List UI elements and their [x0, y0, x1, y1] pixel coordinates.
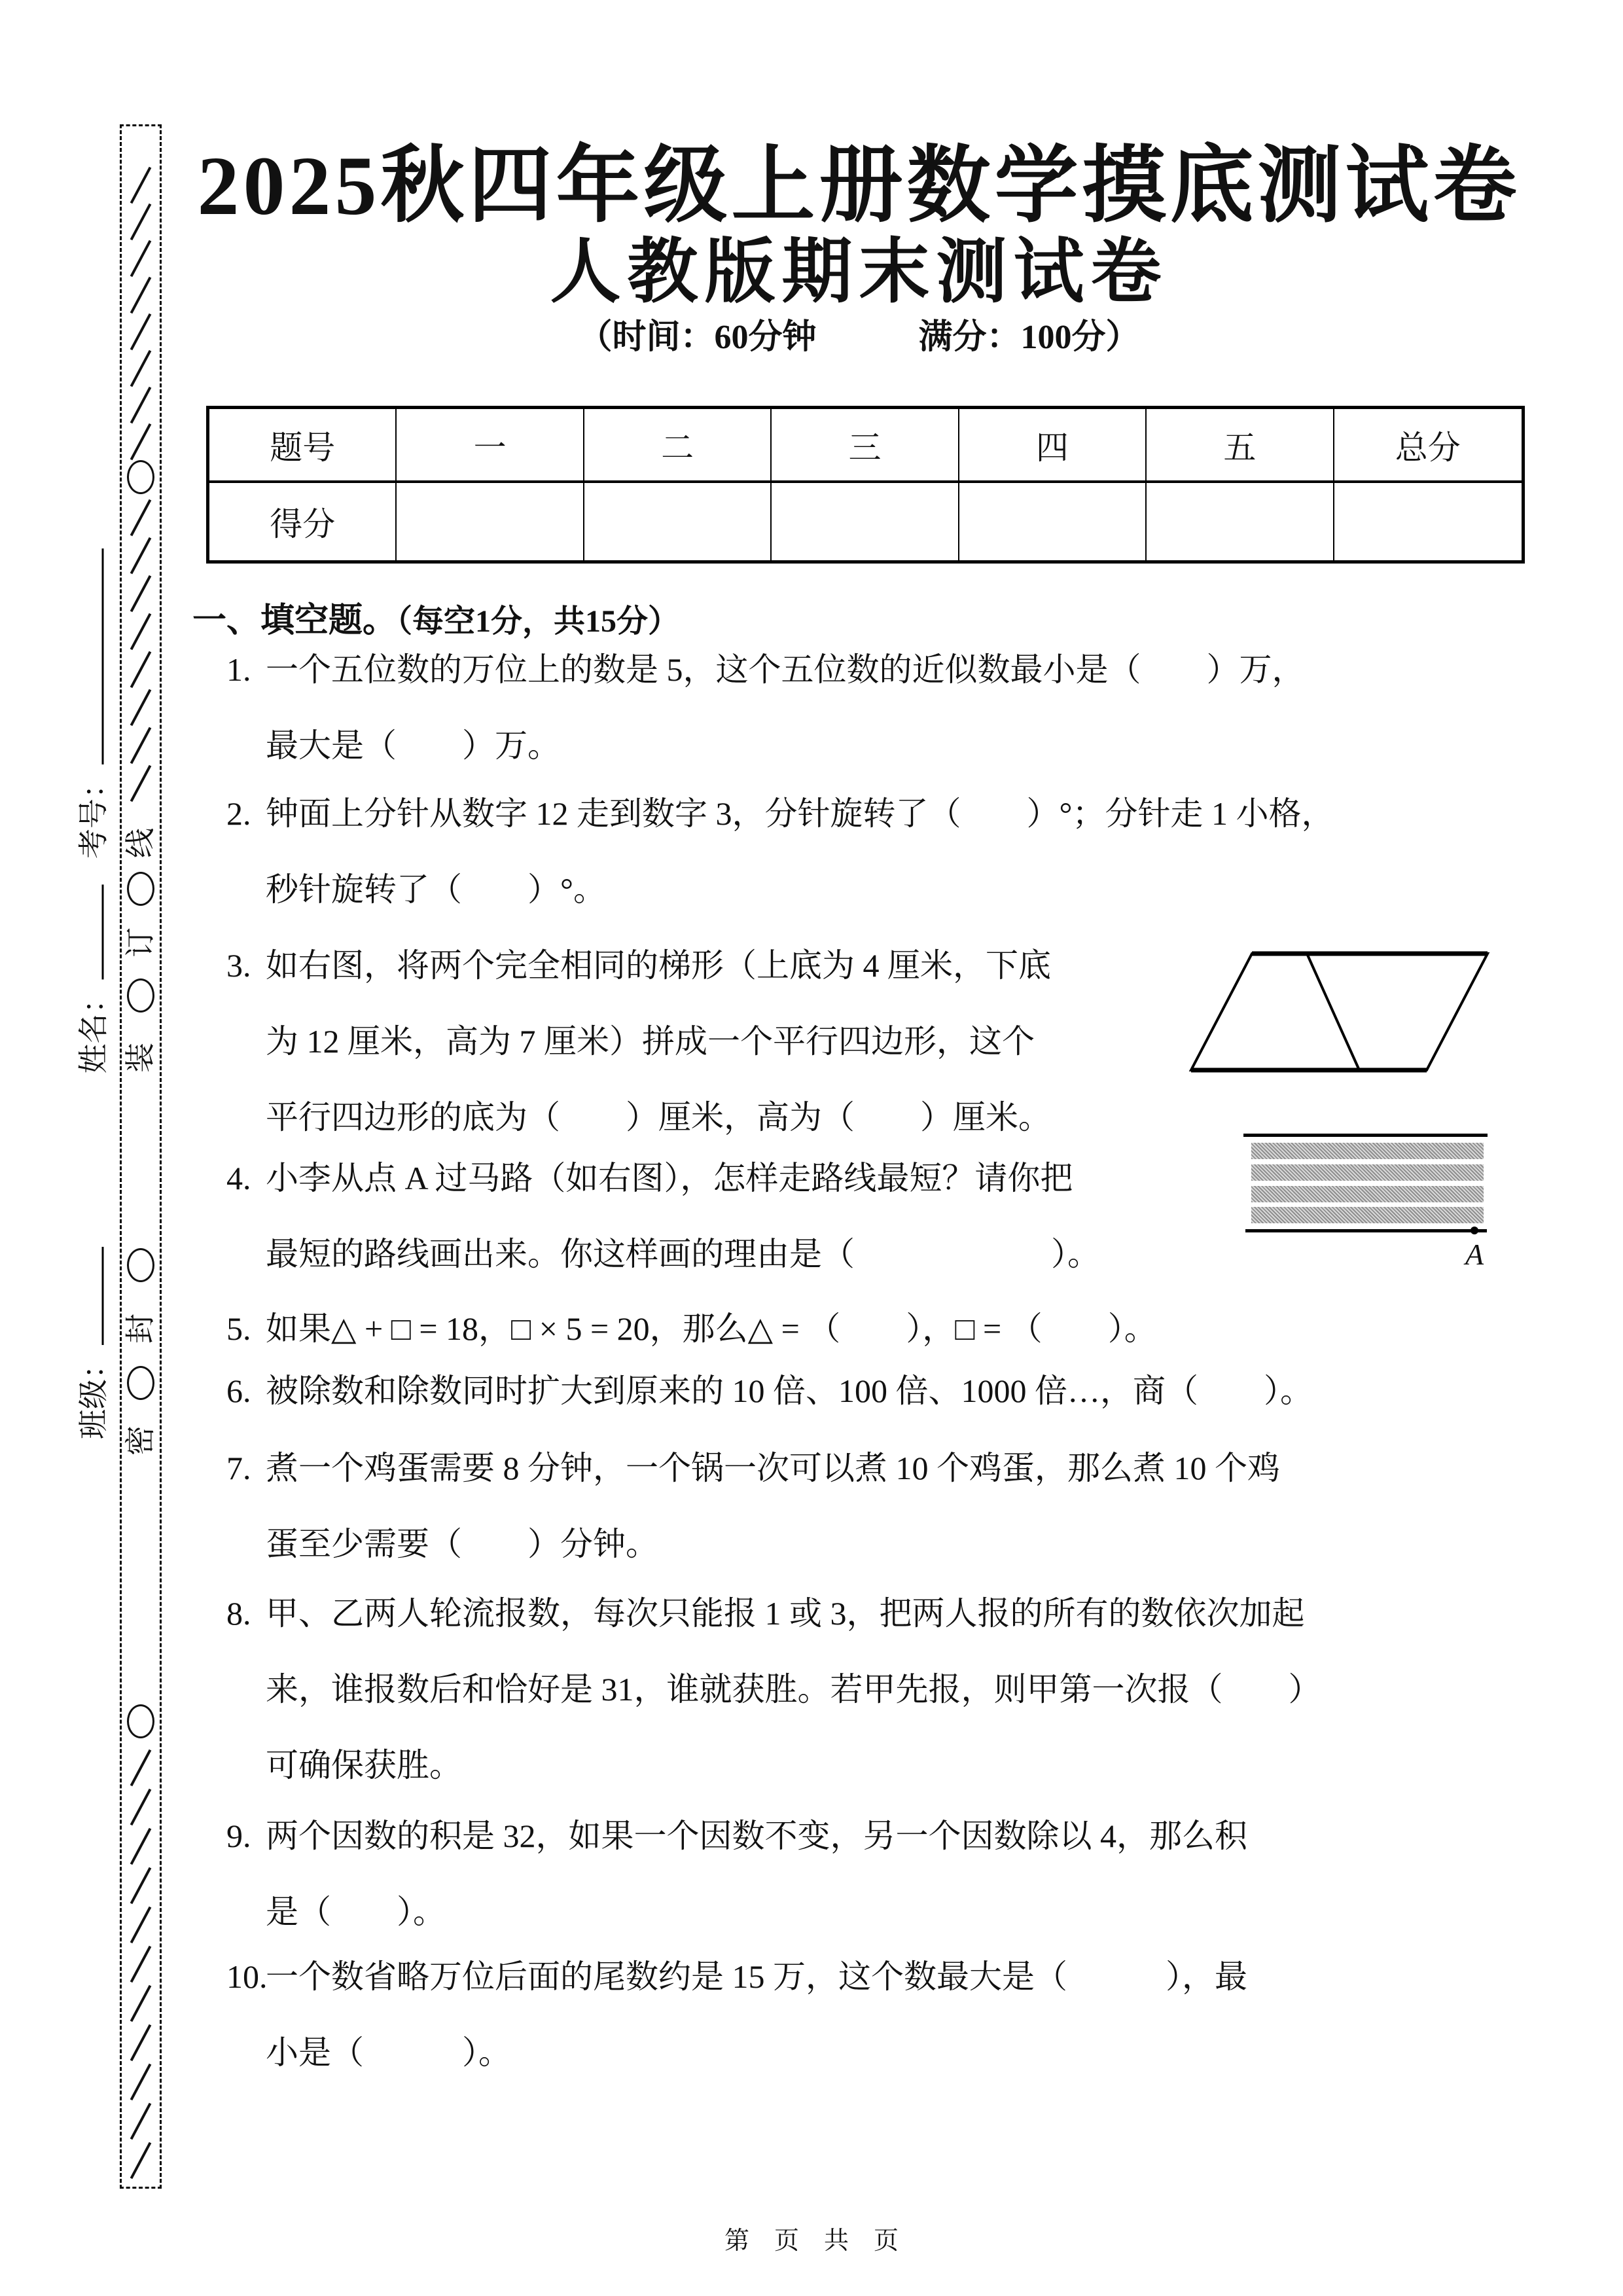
page-subtitle: 人教版期末测试卷 [550, 234, 1168, 312]
question-text: 可确保获胜。 [266, 1747, 462, 1784]
question-number: 3. [226, 947, 251, 984]
seal-label [79, 1247, 109, 1439]
strip-seal-char: 线 [124, 828, 157, 858]
question-line [226, 1798, 1535, 1874]
question-line [226, 2015, 1535, 2090]
question-number: 8. [226, 1595, 251, 1632]
strip-slash-mark [130, 277, 152, 314]
score-table [206, 406, 1525, 564]
strip-seal-char: 密 [124, 1426, 157, 1456]
question-line [226, 1506, 1535, 1582]
question-line [226, 1651, 1535, 1727]
page-title: 2025秋四年级上册数学摸底测试卷 [197, 139, 1521, 232]
question-number: 2. [226, 795, 251, 832]
seal-label [79, 548, 109, 859]
strip-slash-mark [130, 689, 152, 726]
question-text: 小李从点 A 过马路（如右图），怎样走路线最短？请你把 [266, 1160, 1073, 1196]
question-line [226, 1939, 1535, 2015]
strip-slash-mark [130, 1867, 152, 1905]
question-line [226, 776, 1535, 852]
question-text: 蛋至少需要（ ）分钟。 [266, 1526, 658, 1562]
strip-circle-mark [127, 1366, 154, 1400]
strip-circle-mark [127, 978, 154, 1013]
strip-circle-mark [127, 460, 154, 494]
question-text: 两个因数的积是 32，如果一个因数不变，另一个因数除以 4，那么积 [266, 1818, 1247, 1854]
question-text: 钟面上分针从数字 12 走到数字 3，分针旋转了（ ）°；分针走 1 小格， [266, 795, 1334, 832]
strip-slash-mark [130, 537, 152, 575]
strip-slash-mark [130, 499, 152, 537]
seal-label-text: 考号： [77, 768, 111, 859]
strip-slash-mark [130, 1828, 152, 1865]
question-text: 为 12 厘米，高为 7 厘米）拼成一个平行四边形，这个 [266, 1023, 1035, 1060]
question-line [226, 1353, 1535, 1429]
question-number: 7. [226, 1450, 251, 1486]
score-row-label: 得分 [209, 483, 397, 560]
fill-in-line [79, 1247, 104, 1345]
question-line [226, 708, 1535, 783]
strip-seal-char: 封 [124, 1314, 157, 1344]
strip-slash-mark [130, 240, 152, 278]
question-9 [226, 1798, 1535, 1950]
question-line [226, 1575, 1535, 1651]
score-table-header-cell: 题号 [209, 409, 397, 483]
question-text: 最短的路线画出来。你这样画的理由是（ ）。 [266, 1236, 1100, 1272]
strip-slash-mark [130, 204, 152, 241]
strip-slash-mark [130, 575, 152, 613]
road-edge-bottom [1245, 1229, 1487, 1232]
question-line [226, 1291, 1535, 1367]
score-table-header-cell: 总分 [1334, 409, 1522, 483]
score-table-header-cell: 五 [1147, 409, 1334, 483]
seal-line-strip [120, 124, 162, 2189]
strip-slash-mark [130, 1749, 152, 1787]
road-edge-top [1243, 1134, 1488, 1137]
crosswalk-stripe [1251, 1143, 1484, 1159]
trapezoid-parallelogram-figure [1185, 942, 1512, 1083]
score-empty-cell [959, 483, 1147, 560]
question-line [226, 1727, 1535, 1803]
seal-label [79, 885, 109, 1074]
score-table-header-cell: 二 [584, 409, 772, 483]
question-text: 一个五位数的万位上的数是 5，这个五位数的近似数最小是（ ）万， [266, 651, 1305, 688]
strip-slash-mark [130, 1789, 152, 1826]
question-text: 最大是（ ）万。 [266, 727, 560, 764]
strip-seal-char: 装 [124, 1043, 157, 1073]
score-empty-cell [397, 483, 584, 560]
score-empty-cell [1334, 483, 1522, 560]
crosswalk-stripe [1251, 1164, 1484, 1181]
question-text: 甲、乙两人轮流报数，每次只能报 1 或 3，把两人报的所有的数依次加起 [266, 1595, 1305, 1632]
time-score-info: （时间：60分钟 满分：100分） [578, 319, 1140, 356]
question-6 [226, 1353, 1535, 1429]
strip-seal-char: 订 [124, 927, 157, 958]
question-2 [226, 776, 1535, 927]
score-empty-cell [584, 483, 772, 560]
strip-slash-mark [130, 1907, 152, 1944]
question-number: 9. [226, 1818, 251, 1854]
strip-circle-mark [127, 1704, 154, 1738]
strip-slash-mark [130, 350, 152, 387]
question-7 [226, 1430, 1535, 1582]
question-line [226, 852, 1535, 927]
question-text: 一个数省略万位后面的尾数约是 15 万，这个数最大是（ ），最 [266, 1958, 1247, 1995]
seal-label-text: 班级： [77, 1349, 111, 1439]
crosswalk-stripe [1251, 1186, 1484, 1202]
section-heading [192, 592, 679, 641]
question-number: 6. [226, 1372, 251, 1409]
question-text: 来，谁报数后和恰好是 31，谁就获胜。若甲先报，则甲第一次报（ ） [266, 1671, 1321, 1708]
question-text: 平行四边形的底为（ ）厘米，高为（ ）厘米。 [266, 1099, 1051, 1136]
score-empty-cell [1147, 483, 1334, 560]
strip-slash-mark [130, 613, 152, 651]
point-a-marker [1471, 1227, 1478, 1234]
crosswalk-stripe [1251, 1207, 1484, 1223]
question-number: 10. [226, 1958, 268, 1995]
section-heading-title: 一、填空题。 [192, 602, 397, 639]
strip-slash-mark [130, 423, 152, 461]
fill-in-line [79, 885, 104, 980]
question-10 [226, 1939, 1535, 2090]
strip-slash-mark [130, 651, 152, 689]
question-text: 小是（ ）。 [266, 2034, 511, 2071]
strip-slash-mark [130, 1985, 152, 2022]
score-table-header-cell: 三 [772, 409, 959, 483]
question-line [226, 632, 1535, 708]
question-line [226, 1874, 1535, 1950]
score-table-header-cell: 四 [959, 409, 1147, 483]
fill-in-line [79, 548, 104, 764]
strip-slash-mark [130, 2064, 152, 2101]
question-line [226, 1430, 1535, 1506]
strip-slash-mark [130, 2103, 152, 2140]
strip-slash-mark [130, 765, 152, 802]
score-table-header-cell: 一 [397, 409, 584, 483]
strip-slash-mark [130, 1946, 152, 1983]
crosswalk-figure [1240, 1126, 1495, 1271]
strip-slash-mark [130, 2024, 152, 2062]
question-number: 1. [226, 651, 251, 688]
question-8 [226, 1575, 1535, 1803]
score-empty-cell [772, 483, 959, 560]
strip-circle-mark [127, 1248, 154, 1282]
section-heading-note: （每空1分，共15分） [397, 604, 680, 639]
question-text: 是（ ）。 [266, 1893, 446, 1930]
seal-label-text: 姓名： [77, 983, 111, 1074]
page-footer: 第 页 共 页 [724, 2227, 899, 2255]
point-a-label: A [1465, 1238, 1484, 1271]
question-number: 4. [226, 1160, 251, 1196]
question-text: 秒针旋转了（ ）°。 [266, 871, 606, 908]
strip-slash-mark [130, 2142, 152, 2179]
question-text: 如果△ + □ = 18，□ × 5 = 20，那么△ = （ ），□ = （ ）。 [266, 1310, 1157, 1347]
question-1 [226, 632, 1535, 783]
strip-slash-mark [130, 314, 152, 351]
strip-slash-mark [130, 727, 152, 764]
question-5 [226, 1291, 1535, 1367]
question-number: 5. [226, 1310, 251, 1347]
question-text: 如右图，将两个完全相同的梯形（上底为 4 厘米，下底 [266, 947, 1051, 984]
question-text: 被除数和除数同时扩大到原来的 10 倍、100 倍、1000 倍…，商（ ）。 [266, 1372, 1313, 1409]
strip-circle-mark [127, 872, 154, 906]
question-text: 煮一个鸡蛋需要 8 分钟，一个锅一次可以煮 10 个鸡蛋，那么煮 10 个鸡 [266, 1450, 1280, 1486]
strip-slash-mark [130, 387, 152, 424]
strip-slash-mark [130, 167, 152, 204]
